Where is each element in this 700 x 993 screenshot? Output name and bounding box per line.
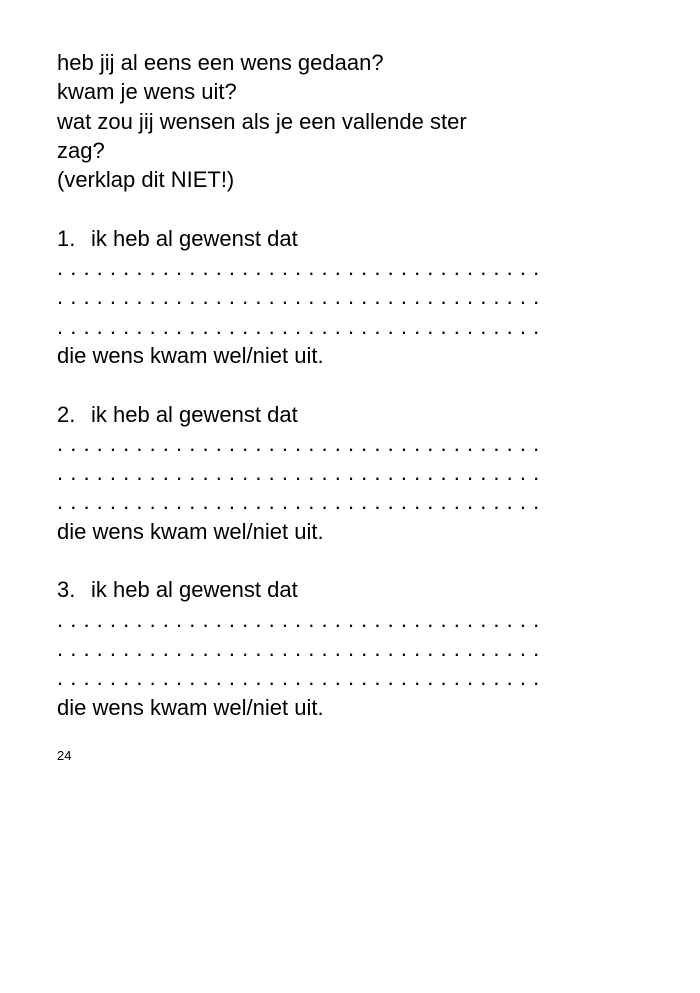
- intro-line: kwam je wens uit?: [57, 79, 237, 105]
- item-number: 1.: [57, 225, 76, 251]
- worksheet-content: [57, 48, 540, 722]
- item-number: 2.: [57, 401, 76, 427]
- intro-line: (verklap dit NIET!): [57, 167, 235, 193]
- answer-line[interactable]: . . . . . . . . . . . . . . . . . . . . . . . . . . . . . . . . . . . . .: [57, 460, 540, 486]
- intro-line: wat zou jij wensen als je een vallende ster: [57, 108, 467, 134]
- answer-line[interactable]: . . . . . . . . . . . . . . . . . . . . . . . . . . . . . . . . . . . . .: [57, 284, 540, 310]
- item-heading-text: ik heb al gewenst dat: [91, 401, 298, 427]
- answer-line[interactable]: . . . . . . . . . . . . . . . . . . . . . . . . . . . . . . . . . . . . .: [57, 430, 540, 456]
- item-outcome: die wens kwam wel/niet uit.: [57, 694, 324, 720]
- answer-line[interactable]: . . . . . . . . . . . . . . . . . . . . . . . . . . . . . . . . . . . . .: [57, 313, 540, 339]
- item-heading-text: ik heb al gewenst dat: [91, 225, 298, 251]
- spacer: [57, 370, 497, 399]
- wish-item-2: [57, 400, 540, 546]
- spacer: [57, 194, 497, 223]
- answer-line[interactable]: . . . . . . . . . . . . . . . . . . . . . . . . . . . . . . . . . . . . .: [57, 489, 540, 515]
- answer-line[interactable]: . . . . . . . . . . . . . . . . . . . . . . . . . . . . . . . . . . . . .: [57, 635, 540, 661]
- intro-line: heb jij al eens een wens gedaan?: [57, 50, 384, 75]
- item-outcome: die wens kwam wel/niet uit.: [57, 518, 324, 544]
- item-heading-text: ik heb al gewenst dat: [91, 577, 298, 603]
- wish-item-1: [57, 224, 540, 370]
- item-number: 3.: [57, 577, 76, 603]
- item-heading: [57, 575, 497, 604]
- spacer: [57, 546, 497, 575]
- item-heading: [57, 400, 497, 429]
- wish-item-3: [57, 575, 540, 721]
- answer-line[interactable]: . . . . . . . . . . . . . . . . . . . . . . . . . . . . . . . . . . . . .: [57, 606, 540, 632]
- intro-line: zag?: [57, 137, 105, 163]
- answer-line[interactable]: . . . . . . . . . . . . . . . . . . . . . . . . . . . . . . . . . . . . .: [57, 665, 540, 691]
- intro-questions: [57, 48, 497, 194]
- item-heading: [57, 224, 497, 253]
- answer-line[interactable]: . . . . . . . . . . . . . . . . . . . . . . . . . . . . . . . . . . . . .: [57, 255, 540, 281]
- item-outcome: die wens kwam wel/niet uit.: [57, 342, 324, 368]
- page-number: 24: [57, 748, 72, 763]
